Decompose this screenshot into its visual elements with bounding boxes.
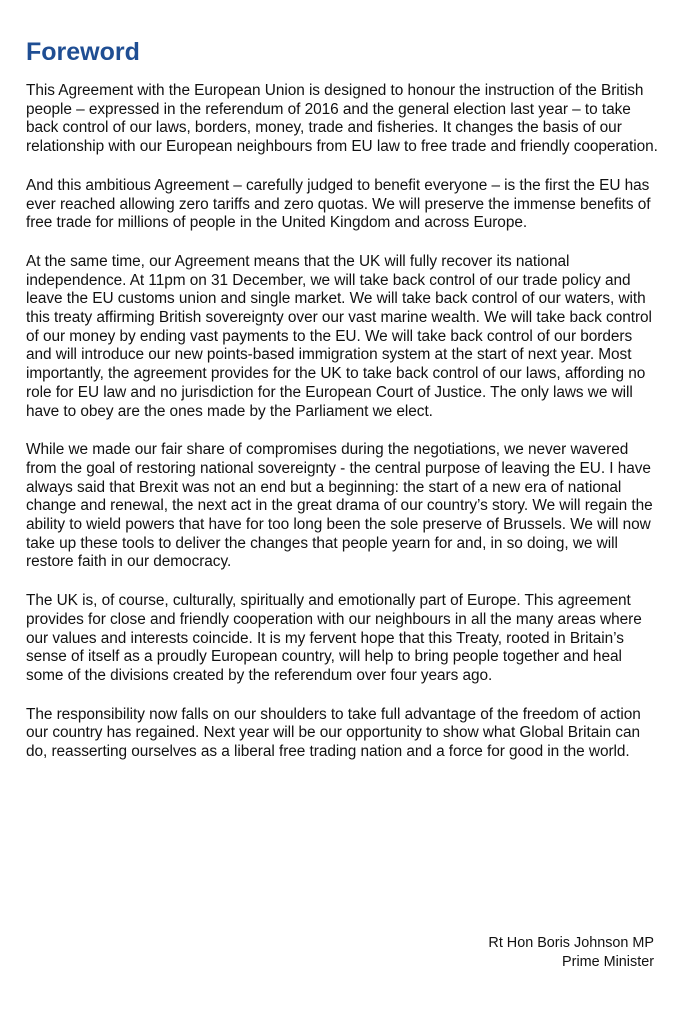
paragraph-3: At the same time, our Agreement means that the UK will fully recover its national independence. At 11pm on 31 December, we will take back control of our trade policy and leave the EU customs union and single market. We will take back control of our waters, with this treaty affirming British sovereignty over our vast marine wealth. We will take back control of our money by ending vast payments to the EU. We will take back control of our borders and will introduce our new points-based immigration system at the start of next year. Most importantly, the agreement provides for the UK to take back control of our laws, affording no role for EU law and no jurisdiction for the European Court of Justice. The only laws we will have to obey are the ones made by the Parliament we elect.	[26, 252, 652, 420]
signature-block	[488, 934, 654, 972]
paragraph-5: The UK is, of course, culturally, spiritually and emotionally part of Europe. This agreement provides for close and friendly cooperation with our neighbours in all the many areas where our values and interests coincide. It is my fervent hope that this Treaty, rooted in Britain’s sense of itself as a proudly European country, will help to bring people together and heal some of the divisions created by the referendum over four years ago.	[26, 592, 642, 684]
document-page	[26, 36, 658, 782]
paragraph-1: This Agreement with the European Union is designed to honour the instruction of the British people – expressed in the referendum of 2016 and the general election last year – to take back control of our laws, borders, money, trade and fisheries. It changes the basis of our relationship with our European neighbours from EU law to free trade and friendly cooperation.	[26, 82, 658, 156]
paragraph-4: While we made our fair share of compromises during the negotiations, we never wavered from the goal of restoring national sovereignty - the central purpose of leaving the EU. I have always said that Brexit was not an end but a beginning: the start of a new era of national change and renewal, the next act in the great drama of our country’s story. We will regain the ability to wield powers that have for too long been the sole preserve of Brussels. We will now take up these tools to deliver the changes that people yearn for and, in so doing, we will restore faith in our democracy.	[26, 441, 653, 571]
signatory-role: Prime Minister	[562, 954, 654, 970]
page-title: Foreword	[26, 38, 140, 66]
paragraph-2: And this ambitious Agreement – carefully judged to benefit everyone – is the first the EU has ever reached allowing zero tariffs and zero quotas. We will preserve the immense benefits of free trade for millions of people in the United Kingdom and across Europe.	[26, 176, 651, 232]
signatory-name: Rt Hon Boris Johnson MP	[488, 935, 654, 951]
paragraph-6: The responsibility now falls on our shoulders to take full advantage of the freedom of action our country has regained. Next year will be our opportunity to show what Global Britain can do, reasserting ourselves as a liberal free trading nation and a force for good in the world.	[26, 705, 641, 761]
